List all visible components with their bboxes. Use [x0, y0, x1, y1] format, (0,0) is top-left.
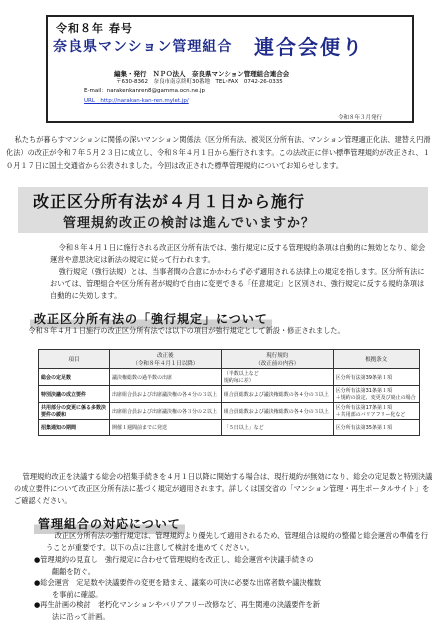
organization-name: 奈良県マンション管理組合 [53, 39, 233, 55]
bullet-text: ●再生計画の検討 老朽化マンションやバリアフリー改修など、再生関連の決議要件を新 [34, 600, 320, 609]
paragraph-enforcement: 令和８年４月１日に施行される改正区分所有法では、強行規定に反する管理規約条項は自動的に無効となり、総会運営や意思決定は新法の規定に従って行われます。 [50, 243, 426, 264]
list-item [34, 577, 434, 600]
headline-sub: 管理規約改正の検討は進んでいますか？ [63, 216, 316, 231]
table-cell: 区分所有法第31条第１項 ＋規約の設定、変更及び廃止の場合 [333, 386, 419, 403]
publisher-line: 編集・発行 ＮＰＯ法人 奈良県マンション管理組合連合会 [114, 70, 290, 78]
paragraph-response: 改正区分所有法の強行規定は、管理規約より優先して適用されるため、管理組合は規約の整備と総会運営の準備を行うことが重要です。以下の点に注意して検討を進めてください。 [46, 531, 429, 552]
table-header: 項目 [39, 350, 110, 369]
table-cell: 出席組合員および出席議決権の各３分の２以上 [110, 403, 222, 420]
table-cell: 議決権総数の過半数の出席 [110, 369, 222, 386]
email-line: E-mail：narakenkanren8@gamma.ocn.ne.jp [84, 88, 206, 94]
table-cell: 区分所有法第17条第１項 ＋共用部のバリアフリー化など [333, 403, 419, 420]
table-cell: 組合員総数および議決権総数の各４分の３以上 [221, 403, 333, 420]
section-intro: 令和８年４月１日施行の改正区分所有法では以下の項目が強行規定として新設・修正されました。 [28, 326, 345, 335]
bullet-continuation: 法に沿って計画。 [52, 611, 110, 621]
masthead-box [46, 15, 414, 123]
paragraph-procedure: 管理規約改正を決議する総会の招集手続きを４月１日以降に開始する場合は、現行規約が無効になり、総会の定足数と特別決議の成立要件について改正区分所有法に基づく規定が適用されます。詳しくは国交省の「マンション管理・再生ポータルサイト」をご確認ください。 [14, 472, 433, 505]
list-item [34, 599, 434, 622]
section-heading-response: 管理組合の対応について [34, 513, 185, 534]
headline-main: 改正区分所有法が４月１日から施行 [33, 192, 306, 211]
table-header-row [39, 350, 420, 369]
table-cell: 区分所有法第35条第１項 [333, 420, 419, 436]
table-row [39, 420, 420, 436]
table-cell: 招集通知の期間 [39, 420, 110, 436]
table-row [39, 386, 420, 403]
table-cell: 総会の定足数 [39, 369, 110, 386]
table-cell: 出席組合員および出席議決権の各４分の３以上 [110, 386, 222, 403]
url-link[interactable]: URL http://narakan-kan-ren.mylet.jp/ [84, 98, 189, 104]
newsletter-title: 連合会便り [254, 35, 364, 59]
intro-paragraph: 私たちが暮らすマンションに関係の深いマンション関係法（区分所有法、被災区分所有法、マンション管理適正化法、建替え円滑化法）の改正が令和７年５月２３日に成立し、令和８年４月１日から施行されます。この法改正に伴い標準管理規約が改正され、１０月１７日に国土交通省から公表されました。今回は改正された標準管理規約についてお知らせします。 [6, 135, 431, 170]
table-header: 改正後 （令和８年４月１日以降） [110, 350, 222, 369]
table-cell: 区分所有法第39条第１項 [333, 369, 419, 386]
bullet-continuation: を事前に確認。 [52, 589, 103, 599]
issue-label: 令和８年 春号 [56, 22, 133, 35]
table-header: 現行規約 （改正前の内容） [221, 350, 333, 369]
address-line: 〒630-8362 奈良市南京終町30番地 TEL･FAX 0742-26-0335 [116, 79, 283, 85]
table-cell: 「５日以上」など [221, 420, 333, 436]
table-cell: 共用部分の変更に係る多数決要件の緩和 [39, 403, 110, 420]
table-row [39, 369, 420, 386]
table-cell: （半数以上など 規約毎に差） [221, 369, 333, 386]
table-row [39, 403, 420, 420]
rules-table [38, 349, 420, 436]
table-header: 根拠条文 [333, 350, 419, 369]
bullet-continuation: 齟齬を防ぐ。 [52, 566, 95, 576]
section-heading-mandatory-rules: 改正区分所有法の「強行規定」について [30, 308, 272, 329]
table-cell: 開催１週間前までに発送 [110, 420, 222, 436]
publish-date: 令和８年３月発行 [338, 115, 383, 121]
bullet-text: ●管理規約の見直し 強行規定に合わせて管理規約を改正し、総会運営や決議手続きの [34, 555, 314, 564]
table-cell: 組合員総数および議決権総数の各４分の３以上 [221, 386, 333, 403]
paragraph-mandatory-rules: 強行規定（強行法規）とは、当事者間の合意にかかわらず必ず適用される法律上の規定を指します。区分所有法においては、管理組合や区分所有者が規約で自由に変更できる「任意規定」と区別され、強行規定に反する規約条項は自動的に失効します。 [50, 267, 425, 300]
table-cell: 特別決議の成立要件 [39, 386, 110, 403]
list-item [34, 554, 434, 577]
bullet-text: ●総会運営 定足数や決議要件の変更を踏まえ、議案の可決に必要な出席者数や議決権数 [34, 578, 322, 587]
